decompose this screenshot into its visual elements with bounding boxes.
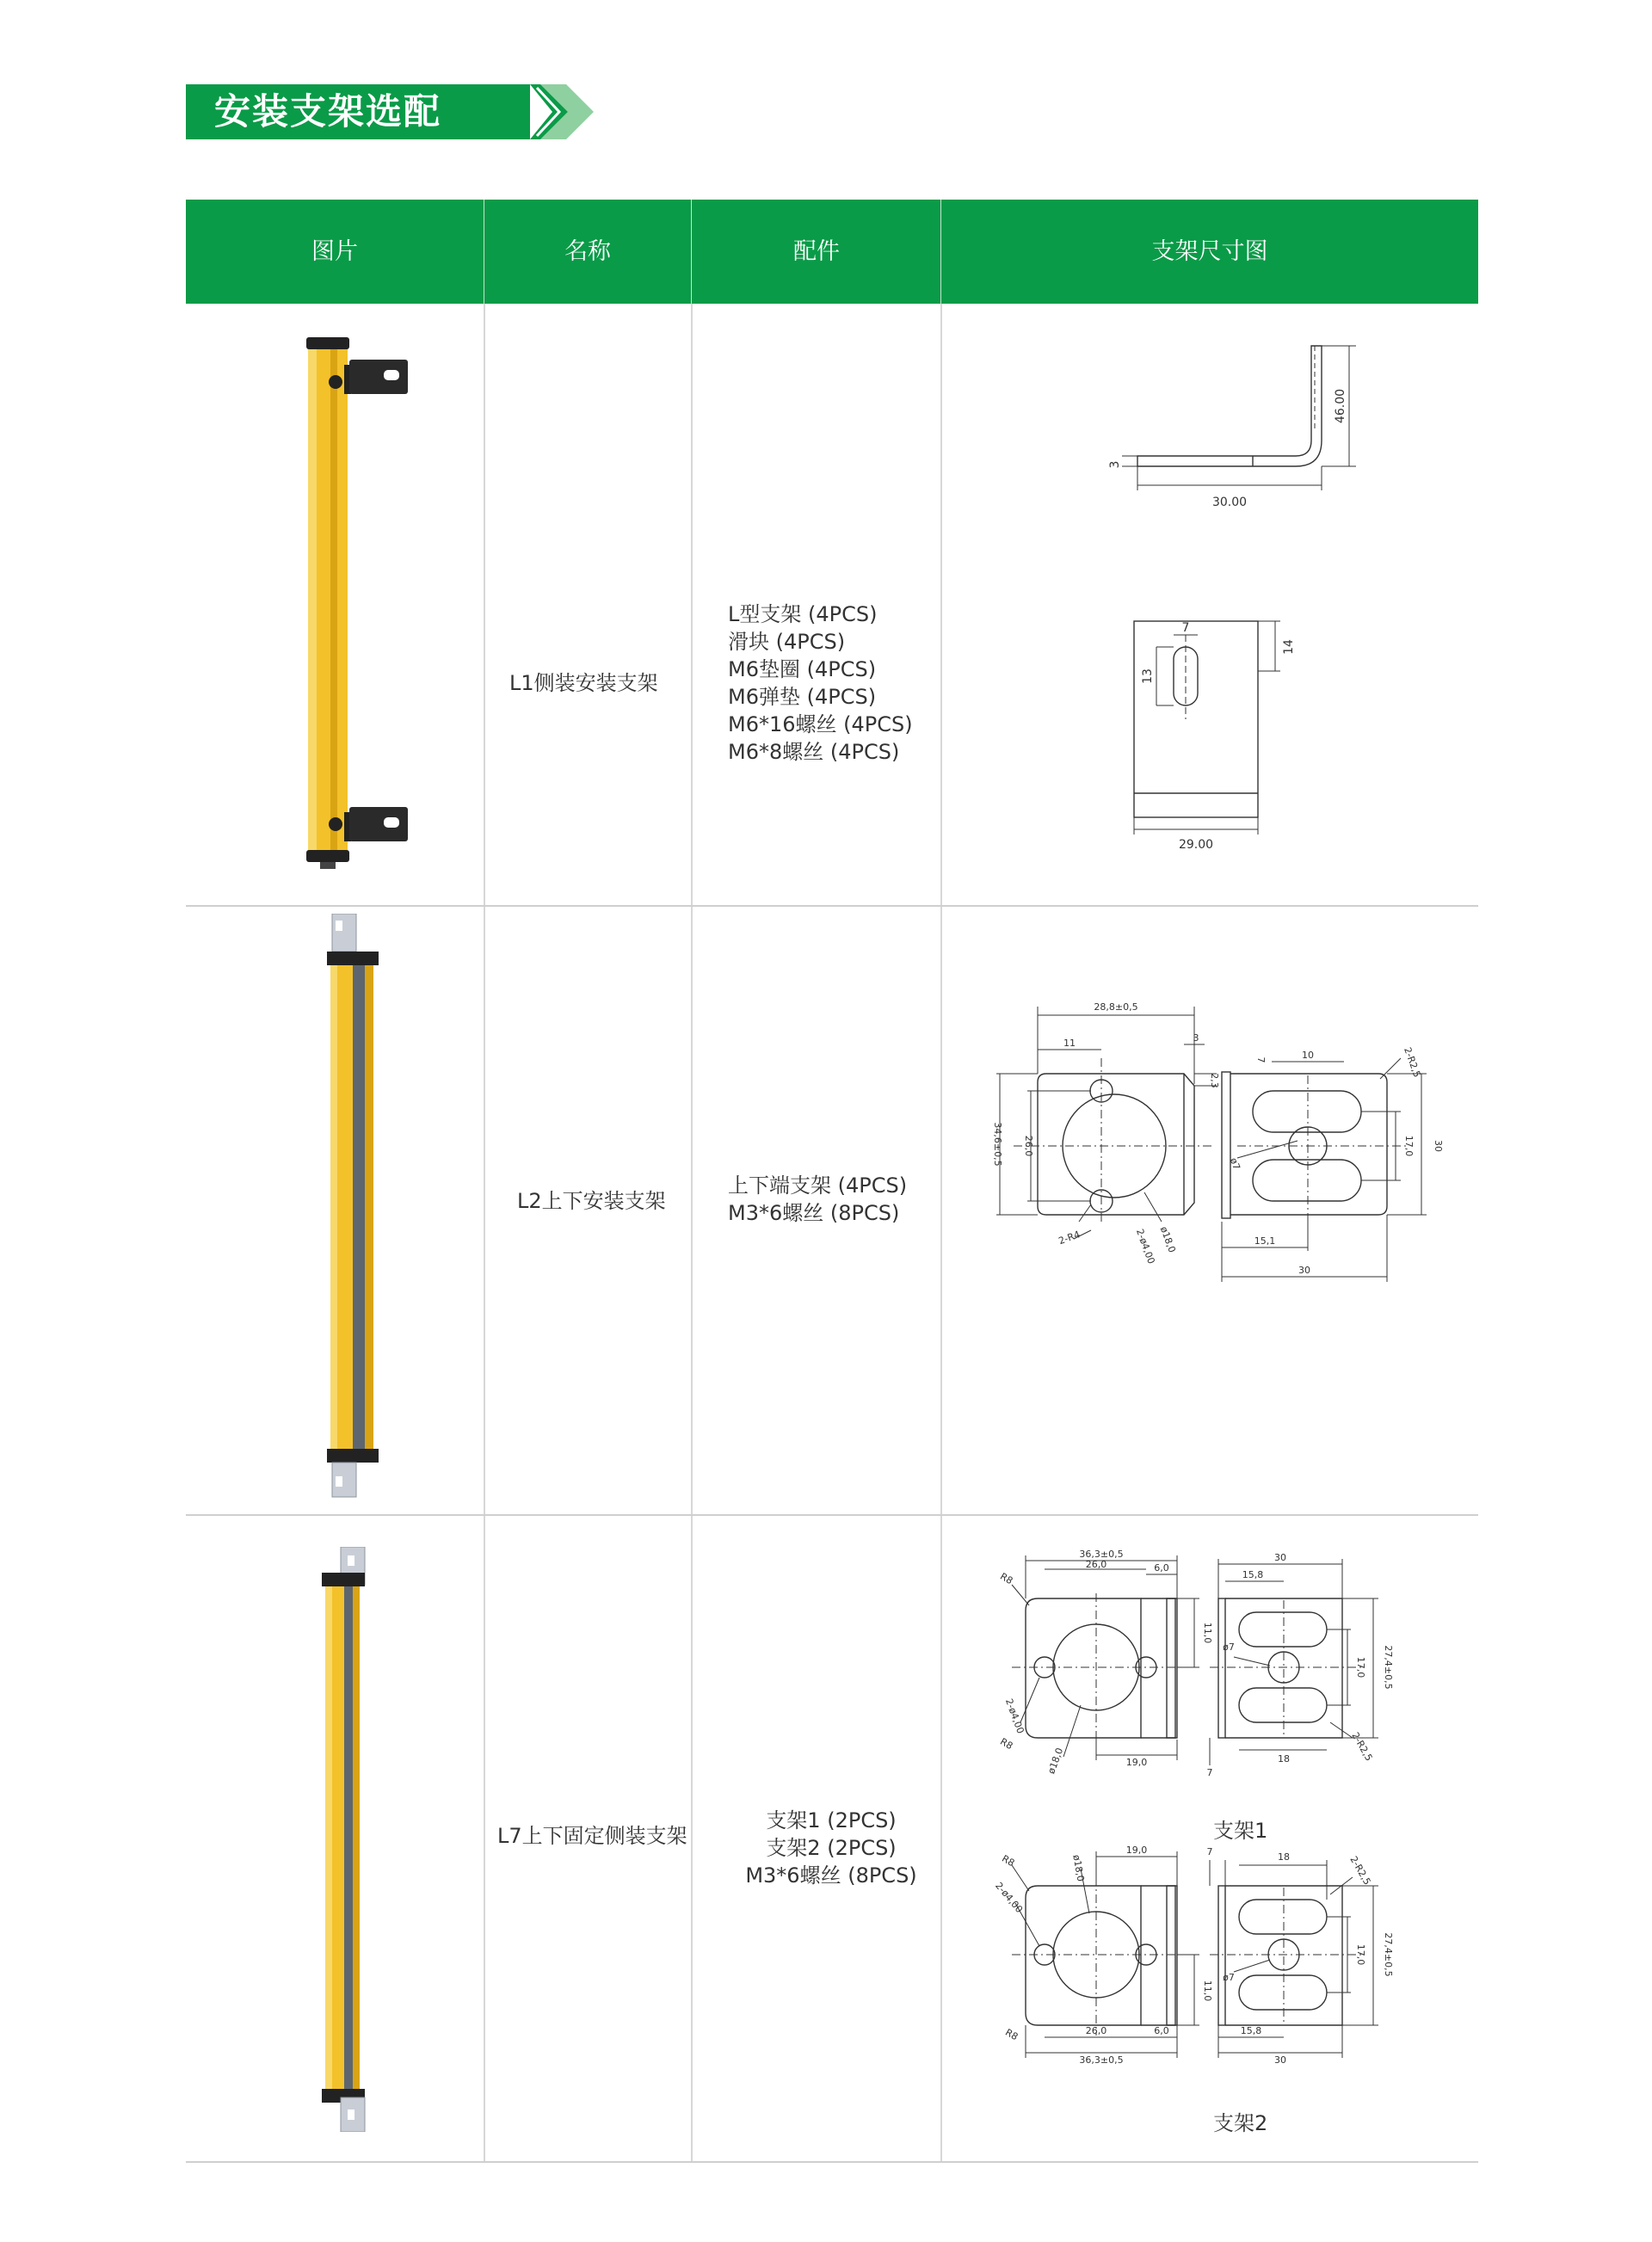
accessory-item: M3*6螺丝 (8PCS) — [745, 1863, 917, 1888]
dim-text: 30 — [1274, 2054, 1286, 2066]
dim-text: 30.00 — [1211, 496, 1248, 509]
dim-text: ø7 — [1227, 1156, 1242, 1172]
dim-text: 26,0 — [1023, 1135, 1034, 1157]
dim-text: ø18,0 — [1070, 1853, 1087, 1882]
dim-text: ø18,0 — [1157, 1224, 1178, 1254]
dim-text: R8 — [998, 1735, 1015, 1752]
dim-text: 30 — [1433, 1140, 1444, 1152]
dim-text: 14 — [1282, 639, 1296, 655]
row3-name: L7上下固定侧装支架 — [497, 1824, 687, 1848]
table-header — [186, 200, 1478, 304]
caption-bracket2: 支架2 — [1213, 2111, 1268, 2135]
header-image: 图片 — [311, 238, 358, 265]
dim-text: 3 — [1108, 460, 1122, 469]
dim-text: 7 — [1206, 1767, 1213, 1778]
dim-text: 2-ø4,00 — [1002, 1697, 1026, 1735]
dim-text: 2-R2,5 — [1347, 1854, 1373, 1888]
row2-name: L2上下安装支架 — [517, 1189, 666, 1213]
dim-text: 13 — [1141, 668, 1155, 684]
row1-name: L1侧装安装支架 — [509, 671, 658, 695]
dim-text: 2-R4 — [1057, 1229, 1082, 1247]
row1-dimension-drawing — [1081, 337, 1356, 874]
dim-text: 30 — [1298, 1265, 1310, 1276]
accessory-item: M6*8螺丝 (4PCS) — [728, 740, 900, 764]
dim-text: 36,3±0,5 — [1079, 1550, 1124, 1560]
dim-text: 46.00 — [1334, 388, 1347, 424]
row3-bracket2-drawing — [960, 1843, 1476, 2079]
dim-text: 17,0 — [1355, 1943, 1366, 1966]
dim-text: 27,4±0,5 — [1383, 1932, 1394, 1977]
row2-accessories — [728, 1172, 907, 1227]
dim-text: 2-R2,5 — [1402, 1045, 1423, 1079]
dim-text: 27,4±0,5 — [1383, 1645, 1394, 1690]
dim-text: 10 — [1302, 1050, 1314, 1061]
row3-bracket1-drawing — [960, 1550, 1476, 1786]
dim-text: 18 — [1278, 1851, 1290, 1863]
section-title — [186, 84, 607, 139]
product-image-l2 — [315, 914, 392, 1502]
accessory-item: M6弹垫 (4PCS) — [728, 685, 877, 709]
dim-text: 17,0 — [1403, 1135, 1415, 1157]
caption-bracket1: 支架1 — [1213, 1819, 1268, 1843]
dim-text: ø18,0 — [1045, 1746, 1066, 1776]
dim-text: 11,0 — [1202, 1622, 1213, 1644]
accessory-item: M6垫圈 (4PCS) — [728, 657, 877, 681]
dim-text: R8 — [998, 1570, 1015, 1587]
dim-text: 15,1 — [1254, 1235, 1276, 1247]
dim-text: 7 — [1206, 1846, 1213, 1857]
bracket-table — [186, 200, 1478, 2163]
accessory-item: 上下端支架 (4PCS) — [728, 1173, 908, 1198]
dim-text: 29.00 — [1178, 838, 1214, 852]
row1-accessories — [728, 601, 913, 766]
dim-text: 6,0 — [1154, 1562, 1169, 1574]
header-accessories: 配件 — [793, 238, 840, 265]
header-dimension-drawing: 支架尺寸图 — [1151, 238, 1268, 265]
dim-text: 3 — [1193, 1032, 1199, 1044]
dim-text: 2,3 — [1209, 1073, 1220, 1088]
dim-text: 6,0 — [1154, 2025, 1169, 2036]
dim-text: R8 — [1000, 1852, 1017, 1869]
dim-text: ø7 — [1223, 1641, 1235, 1653]
dim-text: 7 — [1255, 1056, 1267, 1063]
dim-text: 2-ø4,00 — [1133, 1227, 1157, 1266]
dim-text: 15,8 — [1240, 2025, 1262, 2036]
accessory-item: 支架1 (2PCS) — [766, 1808, 897, 1832]
dim-text: 36,3±0,5 — [1079, 2054, 1124, 2066]
dim-text: 26,0 — [1085, 2025, 1107, 2036]
header-name: 名称 — [564, 238, 611, 265]
dim-text: 11,0 — [1202, 1980, 1213, 2002]
dim-text: 30 — [1274, 1552, 1286, 1563]
dim-text: R8 — [1003, 2026, 1020, 2043]
dim-text: 15,8 — [1242, 1569, 1264, 1580]
dim-text: 11 — [1063, 1038, 1076, 1049]
dim-text: 17,0 — [1355, 1656, 1366, 1678]
section-title-text: 安装支架选配 — [214, 90, 442, 132]
dim-text: 2-R2,5 — [1349, 1730, 1375, 1764]
product-image-l7 — [310, 1547, 387, 2135]
accessory-item: 滑块 (4PCS) — [728, 630, 846, 654]
dim-text: 26,0 — [1085, 1559, 1107, 1570]
accessory-item: M6*16螺丝 (4PCS) — [728, 712, 913, 736]
accessory-item: 支架2 (2PCS) — [766, 1836, 897, 1860]
dim-text: 7 — [1181, 621, 1190, 635]
row3-accessories — [728, 1807, 934, 1889]
dim-text: 2-ø4,00 — [993, 1880, 1026, 1916]
dim-text: 18 — [1278, 1753, 1290, 1765]
dim-text: 34,6±0,5 — [992, 1122, 1003, 1167]
dim-text: 28,8±0,5 — [1094, 1001, 1138, 1013]
product-image-l1 — [280, 337, 418, 874]
dim-text: 19,0 — [1125, 1845, 1148, 1856]
dim-text: ø7 — [1223, 1972, 1235, 1983]
accessory-item: M3*6螺丝 (8PCS) — [728, 1201, 900, 1225]
accessory-item: L型支架 (4PCS) — [728, 602, 878, 626]
dim-text: 19,0 — [1125, 1757, 1148, 1768]
row2-dimension-drawing — [962, 989, 1478, 1337]
